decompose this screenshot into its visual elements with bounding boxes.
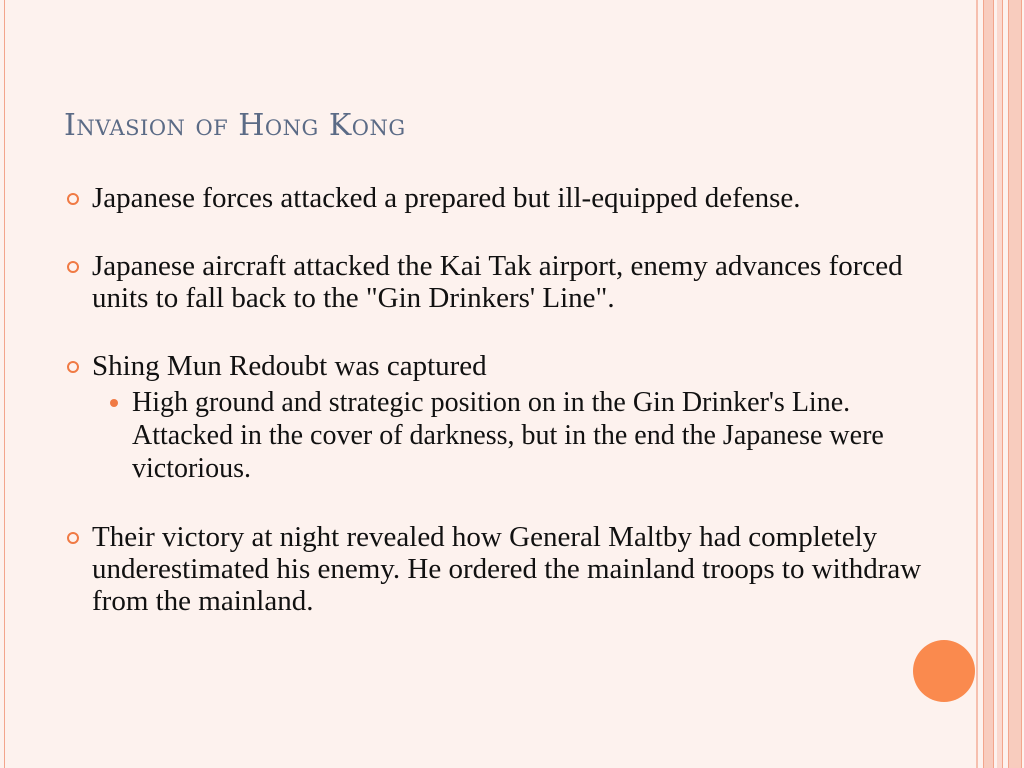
slide-content	[64, 182, 944, 653]
bullet-item	[64, 182, 944, 214]
bullet-icon	[67, 361, 79, 373]
bullet-text: Japanese forces attacked a prepared but ill-equipped defense.	[92, 182, 801, 214]
right-border-stripe	[997, 0, 1003, 768]
bullet-text: Their victory at night revealed how General Maltby had completely underestimated his enemy. He ordered the mainland troops to withdraw from the mainland.	[92, 521, 922, 617]
slide-title: Invasion of Hong Kong	[64, 108, 406, 143]
sub-bullet-item	[92, 386, 944, 485]
left-border-line	[4, 0, 5, 768]
bullet-item	[64, 250, 944, 314]
bullet-item	[64, 521, 944, 617]
bullet-icon	[67, 193, 79, 205]
bullet-icon	[67, 532, 79, 544]
right-border-stripe	[976, 0, 978, 768]
sub-bullet-text: High ground and strategic position on in the Gin Drinker's Line. Attacked in the cover of darkness, but in the end the Japanese were victorious.	[132, 387, 884, 484]
bullet-text: Shing Mun Redoubt was captured	[92, 350, 487, 382]
sub-bullet-icon	[110, 399, 118, 407]
right-border-stripe	[983, 0, 994, 768]
bullet-item	[64, 350, 944, 485]
right-border-stripe	[1008, 0, 1022, 768]
bullet-text: Japanese aircraft attacked the Kai Tak airport, enemy advances forced units to fall back to the "Gin Drinkers' Line".	[92, 250, 903, 314]
bullet-icon	[67, 261, 79, 273]
decorative-circle-icon	[913, 640, 975, 702]
